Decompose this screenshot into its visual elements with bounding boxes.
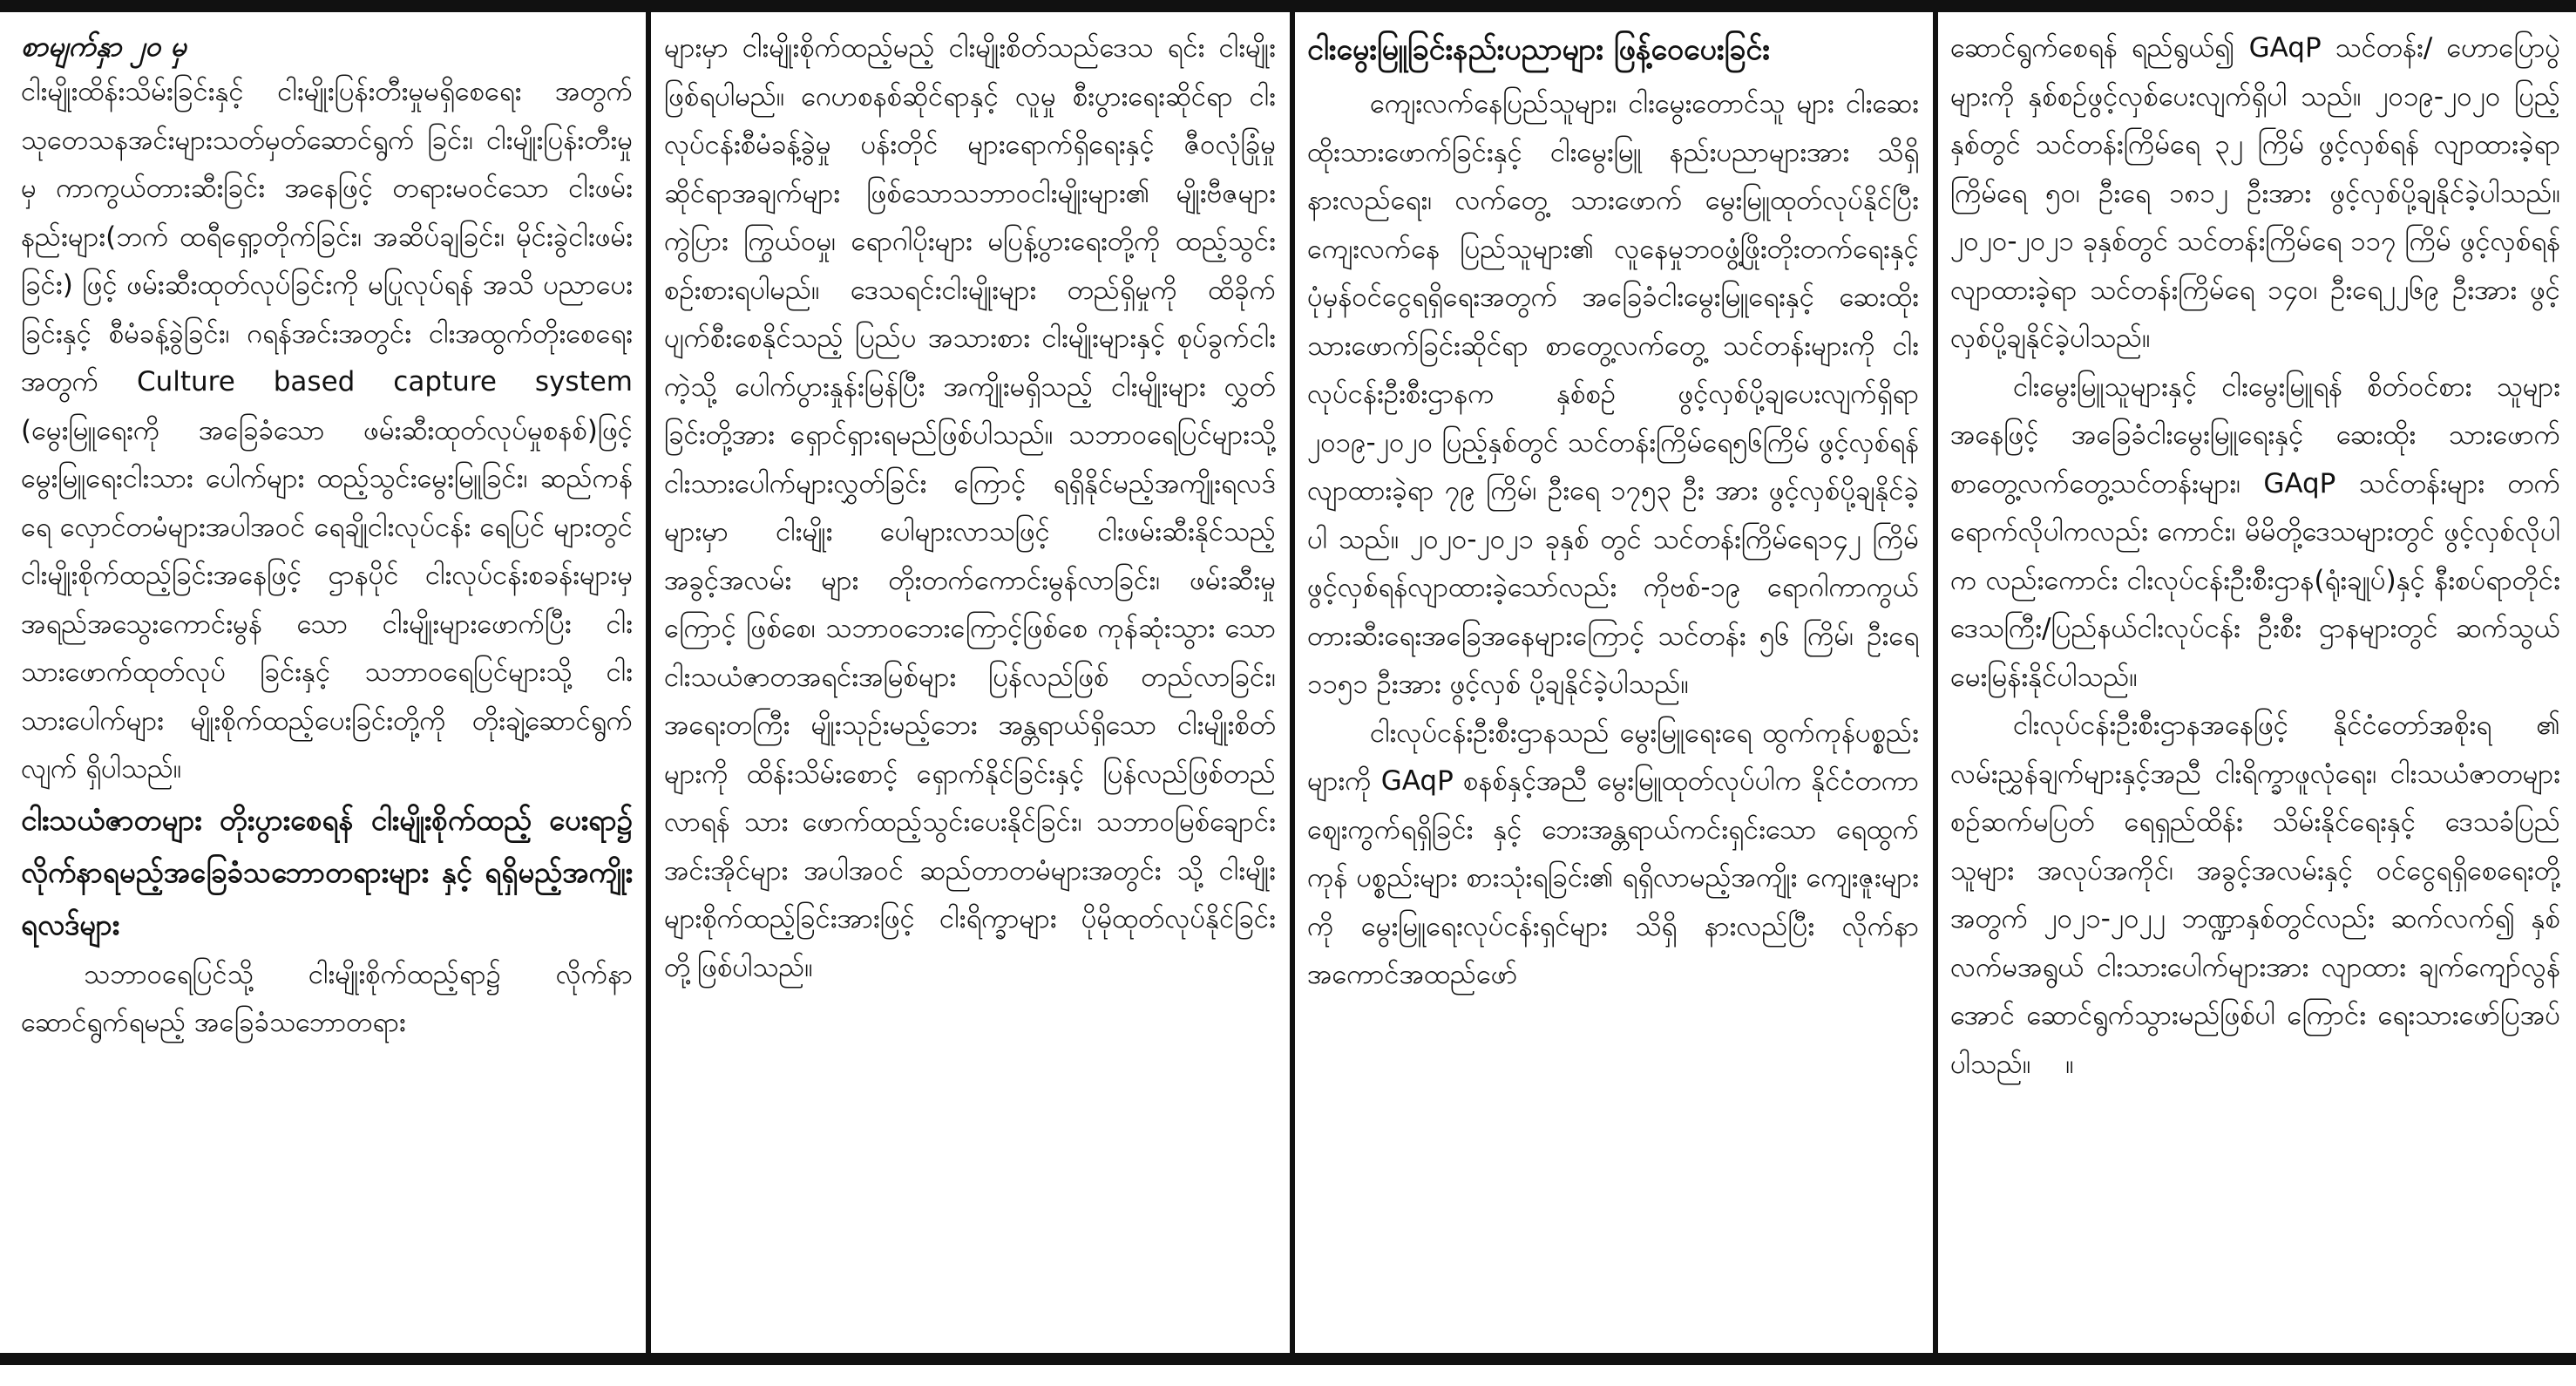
- section-heading: ငါးသယံဇာတများ တိုးပွားစေရန် ငါးမျိုးစိုက်ထည့် ပေးရာ၌ လိုက်နာရမည့်အခြေခံသဘောတရားများ နှင့် ရရှိမည့်အကျိုးရလဒ်များ: [21, 802, 633, 941]
- article-column-3: [1307, 24, 1919, 1341]
- body-paragraph: ငါးလုပ်ငန်းဦးစီးဌာနသည် မွေးမြူရေးရေ ထွက်ကုန်ပစ္စည်းများကို GAqP စနစ်နှင့်အညီ မွေးမြူထုတ်လုပ်ပါက နိုင်ငံတကာဈေးကွက်ရရှိခြင်း နှင့် ဘေးအန္တရာယ်ကင်းရှင်းသော ရေထွက်ကုန် ပစ္စည်းများ စားသုံးရခြင်း၏ ရရှိလာမည့်အကျိုး ကျေးဇူးများကို မွေးမြူရေးလုပ်ငန်းရှင်များ သိရှိ နားလည်ပြီး လိုက်နာအကောင်အထည်ဖော်: [1307, 717, 1919, 990]
- article-end-mark: ။: [2065, 1048, 2074, 1080]
- top-border-rule: [0, 0, 2576, 12]
- article-column-4: [1950, 24, 2560, 1341]
- closing-paragraph-text: ငါးလုပ်ငန်းဦးစီးဌာနအနေဖြင့် နိုင်ငံတော်အစိုးရ ၏ လမ်းညွှန်ချက်များနှင့်အညီ ငါးရိက္ခာဖူလုံရေး၊ ငါးသယံဇာတများ စဉ်ဆက်မပြတ် ရေရှည်ထိန်း သိမ်းနိုင်ရေးနှင့် ဒေသခံပြည်သူများ အလုပ်အကိုင်၊ အခွင့်အလမ်းနှင့် ဝင်ငွေရရှိစေရေးတို့အတွက် ၂၀၂၁-၂၀၂၂ ဘဏ္ဍာနှစ်တွင်လည်း ဆက်လက်၍ နှစ်လက်မအရွယ် ငါးသားပေါက်များအား လျာထား ချက်ကျော်လွန်အောင် ဆောင်ရွက်သွားမည်ဖြစ်ပါ ကြောင်း ရေးသားဖော်ပြအပ်ပါသည်။: [1950, 710, 2560, 1080]
- body-paragraph: ကျေးလက်နေပြည်သူများ၊ ငါးမွေးတောင်သူ များ ငါးဆေးထိုးသားဖောက်ခြင်းနှင့် ငါးမွေးမြူ နည်းပညာများအား သိရှိနားလည်ရေး၊ လက်တွေ့ သားဖောက် မွေးမြူထုတ်လုပ်နိုင်ပြီး ကျေးလက်နေ ပြည်သူများ၏ လူနေမှုဘဝဖွံ့ဖြိုးတိုးတက်ရေးနှင့် ပုံမှန်ဝင်ငွေရရှိရေးအတွက် အခြေခံငါးမွေးမြူရေးနှင့် ဆေးထိုး သားဖောက်ခြင်းဆိုင်ရာ စာတွေ့လက်တွေ့ သင်တန်းများကို ငါးလုပ်ငန်းဦးစီးဌာနက နှစ်စဉ် ဖွင့်လှစ်ပို့ချပေးလျက်ရှိရာ ၂၀၁၉-၂၀၂၀ ပြည့်နှစ်တွင် သင်တန်းကြိမ်ရေ၅၆ကြိမ် ဖွင့်လှစ်ရန် လျာထားခဲ့ရာ ၇၉ ကြိမ်၊ ဦးရေ ၁၇၅၃ ဦး အား ဖွင့်လှစ်ပို့ချနိုင်ခဲ့ပါ သည်။ ၂၀၂၀-၂၀၂၁ ခုနှစ် တွင် သင်တန်းကြိမ်ရေ၁၄၂ ကြိမ် ဖွင့်လှစ်ရန်လျာထားခဲ့သော်လည်း ကိုဗစ်-၁၉ ရောဂါကာကွယ်တားဆီးရေးအခြေအနေများကြောင့် သင်တန်း ၅၆ ကြိမ်၊ ဦးရေ ၁၁၅၁ ဦးအား ဖွင့်လှစ် ပို့ချနိုင်ခဲ့ပါသည်။: [1307, 88, 1919, 700]
- article-column-2: [664, 24, 1276, 1341]
- body-paragraph: ငါးမွေးမြူသူများနှင့် ငါးမွေးမြူရန် စိတ်ဝင်စား သူများအနေဖြင့် အခြေခံငါးမွေးမြူရေးနှင့် ဆေးထိုး သားဖောက် စာတွေ့လက်တွေ့သင်တန်းများ၊ GAqP သင်တန်းများ တက်ရောက်လိုပါကလည်း ကောင်း၊ မိမိတို့ဒေသများတွင် ဖွင့်လှစ်လိုပါက လည်းကောင်း ငါးလုပ်ငန်းဦးစီးဌာန(ရုံးချုပ်)နှင့် နီးစပ်ရာတိုင်းဒေသကြီး/ပြည်နယ်ငါးလုပ်ငန်း ဦးစီး ဌာနများတွင် ဆက်သွယ်မေးမြန်းနိုင်ပါသည်။: [1950, 370, 2560, 693]
- continued-from-label: စာမျက်နှာ ၂၀ မှ: [21, 30, 186, 63]
- bottom-border-rule: [0, 1353, 2576, 1365]
- body-paragraph: [1950, 702, 2560, 1089]
- section-heading: ငါးမွေးမြူခြင်းနည်းပညာများ ဖြန့်ဝေပေးခြင်း: [1307, 32, 1770, 67]
- column-divider-2: [1290, 12, 1295, 1353]
- body-paragraph: ဆောင်ရွက်စေရန် ရည်ရွယ်၍ GAqP သင်တန်း/ ဟောပြောပွဲများကို နှစ်စဉ်ဖွင့်လှစ်ပေးလျက်ရှိပါ သည်။ ၂၀၁၉-၂၀၂၀ ပြည့်နှစ်တွင် သင်တန်းကြိမ်ရေ ၃၂ ကြိမ် ဖွင့်လှစ်ရန် လျာထားခဲ့ရာ ကြိမ်ရေ ၅၀၊ ဦးရေ ၁၈၁၂ ဦးအား ဖွင့်လှစ်ပို့ချနိုင်ခဲ့ပါသည်။ ၂၀၂၀-၂၀၂၁ ခုနှစ်တွင် သင်တန်းကြိမ်ရေ ၁၁၇ ကြိမ် ဖွင့်လှစ်ရန်လျာထားခဲ့ရာ သင်တန်းကြိမ်ရေ ၁၄၀၊ ဦးရေ၂၂၆၉ ဦးအား ဖွင့်လှစ်ပို့ချနိုင်ခဲ့ပါသည်။: [1950, 32, 2560, 354]
- column-divider-3: [1933, 12, 1938, 1353]
- body-paragraph: ငါးမျိုးထိန်းသိမ်းခြင်းနှင့် ငါးမျိုးပြန်းတီးမှုမရှိစေရေး အတွက် သုတေသနအင်းများသတ်မှတ်ဆောင်ရွက် ခြင်း၊ ငါးမျိုးပြန်းတီးမှုမှ ကာကွယ်တားဆီးခြင်း အနေဖြင့် တရားမဝင်သော ငါးဖမ်းနည်းများ(ဘက် ထရီရှော့တိုက်ခြင်း၊ အဆိပ်ချခြင်း၊ မိုင်းခွဲငါးဖမ်းခြင်း) ဖြင့် ဖမ်းဆီးထုတ်လုပ်ခြင်းကို မပြုလုပ်ရန် အသိ ပညာပေးခြင်းနှင့် စီမံခန့်ခွဲခြင်း၊ ဂရန်အင်းအတွင်း ငါးအထွက်တိုးစေရေးအတွက် Culture based capture system (မွေးမြူရေးကို အခြေခံသော ဖမ်းဆီးထုတ်လုပ်မှုစနစ်)ဖြင့် မွေးမြူရေးငါးသား ပေါက်များ ထည့်သွင်းမွေးမြူခြင်း၊ ဆည်ကန် ရေ လှောင်တမံများအပါအဝင် ရေချိုငါးလုပ်ငန်း ရေပြင် များတွင် ငါးမျိုးစိုက်ထည့်ခြင်းအနေဖြင့် ဌာနပိုင် ငါးလုပ်ငန်းစခန်းများမှ အရည်အသွေးကောင်းမွန် သော ငါးမျိုးများဖောက်ပြီး ငါးသားဖောက်ထုတ်လုပ် ခြင်းနှင့် သဘာဝရေပြင်များသို့ ငါးသားပေါက်များ မျိုးစိုက်ထည့်ပေးခြင်းတို့ကို တိုးချဲ့ဆောင်ရွက်လျက် ရှိပါသည်။: [21, 76, 633, 785]
- article-column-1: [21, 24, 633, 1341]
- body-paragraph: များမှာ ငါးမျိုးစိုက်ထည့်မည့် ငါးမျိုးစိတ်သည်ဒေသ ရင်း ငါးမျိုးဖြစ်ရပါမည်။ ဂေဟစနစ်ဆိုင်ရာနှင့် လူမှု စီးပွားရေးဆိုင်ရာ ငါးလုပ်ငန်းစီမံခန့်ခွဲမှု ပန်းတိုင် များရောက်ရှိရေးနှင့် ဇီဝလုံခြုံမှုဆိုင်ရာအချက်များ ဖြစ်သောသဘာဝငါးမျိုးများ၏ မျိုးဗီဇများကွဲပြား ကြွယ်ဝမှု၊ ရောဂါပိုးများ မပြန့်ပွားရေးတို့ကို ထည့်သွင်းစဉ်းစားရပါမည်။ ဒေသရင်းငါးမျိုးများ တည်ရှိမှုကို ထိခိုက်ပျက်စီးစေနိုင်သည့် ပြည်ပ အသားစား ငါးမျိုးများနှင့် စုပ်ခွက်ငါးကဲ့သို့ ပေါက်ပွားနှုန်းမြန်ပြီး အကျိုးမရှိသည့် ငါးမျိုးများ လွှတ်ခြင်းတို့အား ရှောင်ရှားရမည်ဖြစ်ပါသည်။ သဘာဝရေပြင်များသို့ ငါးသားပေါက်များလွှတ်ခြင်း ကြောင့် ရရှိနိုင်မည့်အကျိုးရလဒ်များမှာ ငါးမျိုး ပေါများလာသဖြင့် ငါးဖမ်းဆီးနိုင်သည့် အခွင့်အလမ်း များ တိုးတက်ကောင်းမွန်လာခြင်း၊ ဖမ်းဆီးမှုကြောင့် ဖြစ်စေ၊ သဘာဝဘေးကြောင့်ဖြစ်စေ ကုန်ဆုံးသွား သော ငါးသယံဇာတအရင်းအမြစ်များ ပြန်လည်ဖြစ် တည်လာခြင်း၊ အရေးတကြီး မျိုးသုဉ်းမည့်ဘေး အန္တရာယ်ရှိသော ငါးမျိုးစိတ်များကို ထိန်းသိမ်းစောင့် ရှောက်နိုင်ခြင်းနှင့် ပြန်လည်ဖြစ်တည်လာရန် သား ဖောက်ထည့်သွင်းပေးနိုင်ခြင်း၊ သဘာဝမြစ်ချောင်း အင်းအိုင်များ အပါအဝင် ဆည်တာတမံများအတွင်း သို့ ငါးမျိုးများစိုက်ထည့်ခြင်းအားဖြင့် ငါးရိက္ခာများ ပိုမိုထုတ်လုပ်နိုင်ခြင်းတို့ဖြစ်ပါသည်။: [664, 32, 1276, 983]
- body-paragraph: သဘာဝရေပြင်သို့ ငါးမျိုးစိုက်ထည့်ရာ၌ လိုက်နာဆောင်ရွက်ရမည့် အခြေခံသဘောတရား: [21, 958, 633, 1038]
- column-divider-1: [646, 12, 651, 1353]
